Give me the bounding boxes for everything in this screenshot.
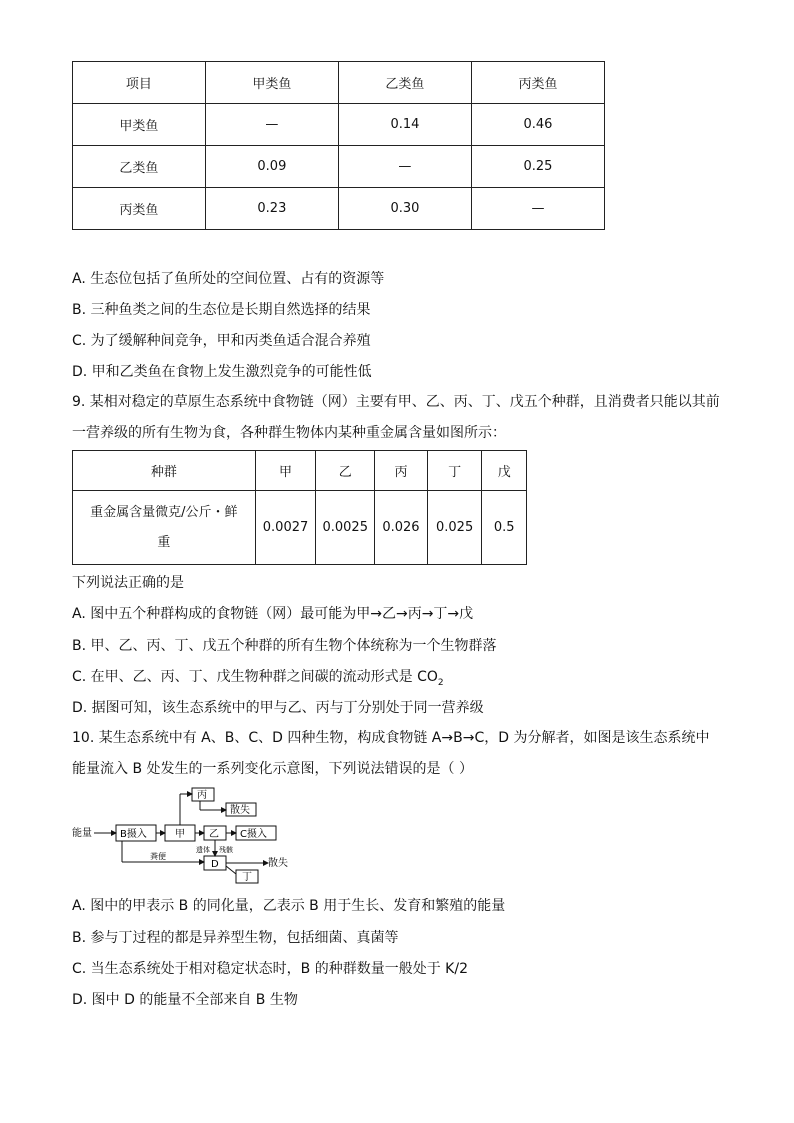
table-header-cell: 丙类鱼 xyxy=(471,62,604,104)
table-header-cell: 戊 xyxy=(482,451,527,491)
table-cell: — xyxy=(338,146,471,188)
diagram-residue: 残骸 xyxy=(219,846,233,854)
q8-option-d: D. 甲和乙类鱼在食物上发生激烈竞争的可能性低 xyxy=(72,364,372,380)
diagram-b-intake: B摄入 xyxy=(120,829,147,840)
fish-table xyxy=(72,61,605,230)
energy-flow-diagram xyxy=(72,786,292,886)
diagram-d: D xyxy=(211,859,219,870)
metal-table xyxy=(72,450,527,565)
diagram-energy: 能量 xyxy=(72,828,92,839)
q8-option-b: B. 三种鱼类之间的生态位是长期自然选择的结果 xyxy=(72,302,371,318)
table-cell: 丙类鱼 xyxy=(73,188,206,230)
table-header-cell: 乙类鱼 xyxy=(338,62,471,104)
table-cell: 0.026 xyxy=(375,491,428,565)
q8-option-c: C. 为了缓解种间竞争，甲和丙类鱼适合混合养殖 xyxy=(72,333,371,349)
table-cell: 0.14 xyxy=(338,104,471,146)
table-cell: 0.30 xyxy=(338,188,471,230)
table-cell: 0.5 xyxy=(482,491,527,565)
co2-subscript: 2 xyxy=(437,677,444,688)
q10-stem: 10. 某生态系统中有 A、B、C、D 四种生物，构成食物链 A→B→C，D 为分解者，如图是该生态系统中能量流入 B 处发生的一系列变化示意图，下列说法错误的是（ ） xyxy=(72,730,710,777)
table-cell: 0.25 xyxy=(471,146,604,188)
diagram-loss-bottom: 散失 xyxy=(268,858,288,869)
q9-option-a: A. 图中五个种群构成的食物链（网）最可能为甲→乙→丙→丁→戊 xyxy=(72,606,474,622)
diagram-jia: 甲 xyxy=(175,829,185,840)
diagram-feces: 粪便 xyxy=(150,852,166,861)
table-cell: 0.0027 xyxy=(255,491,316,565)
q10-option-a: A. 图中的甲表示 B 的同化量，乙表示 B 用于生长、发育和繁殖的能量 xyxy=(72,898,506,914)
table-header-cell: 丙 xyxy=(375,451,428,491)
row-label-line2: 重 xyxy=(157,534,171,550)
table-cell: 0.09 xyxy=(205,146,338,188)
diagram-bing: 丙 xyxy=(197,790,207,801)
q9-option-b: B. 甲、乙、丙、丁、戊五个种群的所有生物个体统称为一个生物群落 xyxy=(72,638,497,654)
q8-option-a: A. 生态位包括了鱼所处的空间位置、占有的资源等 xyxy=(72,271,385,287)
table-header-cell: 种群 xyxy=(73,451,256,491)
q10-option-c: C. 当生态系统处于相对稳定状态时，B 的种群数量一般处于 K/2 xyxy=(72,961,468,977)
q10-option-b: B. 参与丁过程的都是异养型生物，包括细菌、真菌等 xyxy=(72,930,399,946)
q9-option-c-text: C. 在甲、乙、丙、丁、戊生物种群之间碳的流动形式是 CO xyxy=(72,669,438,685)
table-cell: 甲类鱼 xyxy=(73,104,206,146)
q9-question: 下列说法正确的是 xyxy=(72,575,184,591)
row-label-line1: 重金属含量微克/公斤・鲜 xyxy=(90,504,238,520)
table-cell: 0.23 xyxy=(205,188,338,230)
table-header-cell: 乙 xyxy=(316,451,375,491)
diagram-loss-top: 散失 xyxy=(230,805,250,816)
q10-option-d: D. 图中 D 的能量不全部来自 B 生物 xyxy=(72,992,298,1008)
q9-option-d: D. 据图可知，该生态系统中的甲与乙、丙与丁分别处于同一营养级 xyxy=(72,700,484,716)
table-cell: 0.0025 xyxy=(316,491,375,565)
table-row-label xyxy=(73,491,256,565)
table-cell: 0.025 xyxy=(427,491,482,565)
table-cell: — xyxy=(205,104,338,146)
q9-option-c xyxy=(72,666,444,688)
table-cell: 0.46 xyxy=(471,104,604,146)
diagram-remains: 遗体 xyxy=(196,846,210,854)
table-header-cell: 甲 xyxy=(255,451,316,491)
q9-stem: 9. 某相对稳定的草原生态系统中食物链（网）主要有甲、乙、丙、丁、戊五个种群，且消费者只能以其前一营养级的所有生物为食，各种群生物体内某种重金属含量如图所示： xyxy=(72,394,720,441)
table-cell: 乙类鱼 xyxy=(73,146,206,188)
diagram-yi: 乙 xyxy=(209,829,219,840)
diagram-c-intake: C摄入 xyxy=(240,829,267,840)
table-header-cell: 丁 xyxy=(427,451,482,491)
table-header-cell: 甲类鱼 xyxy=(205,62,338,104)
table-header-cell: 项目 xyxy=(73,62,206,104)
table-cell: — xyxy=(471,188,604,230)
diagram-ding: 丁 xyxy=(242,872,252,883)
